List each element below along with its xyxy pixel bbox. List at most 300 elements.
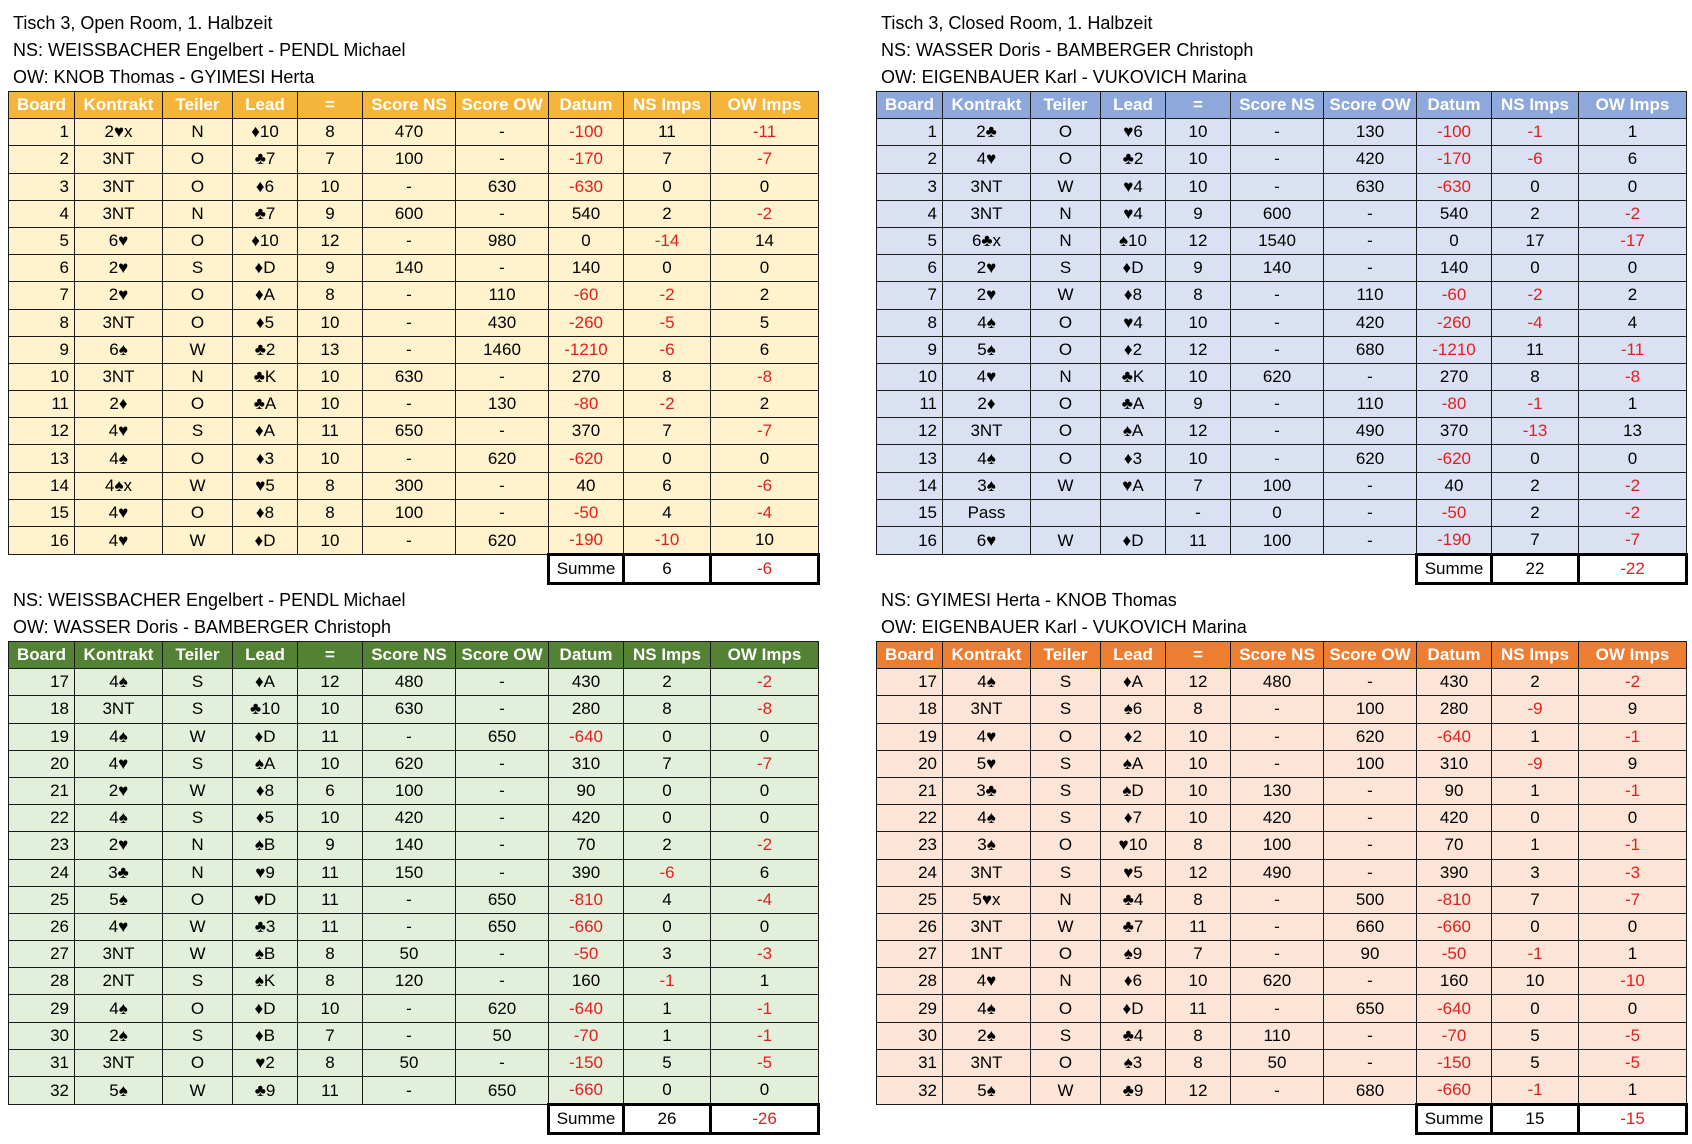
cell-score-ow: 620	[1324, 723, 1417, 750]
table-row	[9, 805, 819, 832]
cell-board: 19	[9, 723, 75, 750]
cell-kontrakt: 5♠	[75, 1077, 163, 1105]
cell-datum: -150	[1417, 1049, 1492, 1076]
cell-lead: ♦D	[233, 723, 298, 750]
table-row	[9, 391, 819, 418]
cell-lead: ♦A	[233, 282, 298, 309]
cell-tricks: 10	[1166, 146, 1231, 173]
cell-ns-imps: 11	[1492, 336, 1579, 363]
table-row	[9, 750, 819, 777]
cell-score-ns: 420	[1231, 805, 1324, 832]
cell-score-ow: 980	[456, 227, 549, 254]
cell-board: 27	[877, 941, 943, 968]
cell-tricks: 12	[1166, 1077, 1231, 1105]
cell-lead: ♣2	[1101, 146, 1166, 173]
cell-lead: ♣A	[233, 391, 298, 418]
cell-lead: ♥4	[1101, 309, 1166, 336]
cell-tricks: 8	[1166, 832, 1231, 859]
cell-datum: 160	[1417, 968, 1492, 995]
column-header-teiler: Teiler	[1031, 92, 1101, 119]
cell-lead: ♠9	[1101, 941, 1166, 968]
cell-board: 2	[9, 146, 75, 173]
sum-label: Summe	[1417, 1105, 1492, 1134]
cell-kontrakt: 4♠	[75, 995, 163, 1022]
cell-tricks: 12	[298, 669, 363, 696]
cell-kontrakt: 4♥	[75, 418, 163, 445]
cell-datum: -1210	[549, 336, 624, 363]
cell-tricks: 8	[298, 1049, 363, 1076]
table-row	[877, 723, 1687, 750]
cell-score-ns: -	[363, 723, 456, 750]
cell-score-ow: -	[456, 418, 549, 445]
cell-teiler: O	[163, 173, 233, 200]
cell-datum: -640	[1417, 723, 1492, 750]
cell-teiler: S	[163, 669, 233, 696]
cell-ow-imps: 0	[711, 723, 819, 750]
cell-board: 18	[877, 696, 943, 723]
cell-score-ow: 680	[1324, 336, 1417, 363]
sum-row-spacer	[1101, 555, 1166, 584]
cell-ow-imps: 0	[711, 1077, 819, 1105]
sum-ow-imps: -26	[711, 1105, 819, 1134]
cell-datum: 390	[1417, 859, 1492, 886]
cell-board: 3	[877, 173, 943, 200]
sum-row-spacer	[1166, 1105, 1231, 1134]
cell-datum: 140	[549, 255, 624, 282]
cell-board: 4	[9, 200, 75, 227]
cell-ow-imps: -10	[1579, 968, 1687, 995]
table-row	[877, 1022, 1687, 1049]
cell-board: 13	[9, 445, 75, 472]
cell-teiler: W	[163, 472, 233, 499]
cell-score-ns: -	[1231, 391, 1324, 418]
cell-board: 24	[877, 859, 943, 886]
cell-datum: 310	[549, 750, 624, 777]
cell-board: 9	[9, 336, 75, 363]
cell-score-ns: -	[1231, 173, 1324, 200]
column-header-row	[877, 92, 1687, 119]
cell-teiler: O	[163, 886, 233, 913]
cell-lead: ♠10	[1101, 227, 1166, 254]
cell-score-ow: -	[456, 255, 549, 282]
cell-score-ow: 420	[1324, 146, 1417, 173]
cell-ns-imps: -9	[1492, 696, 1579, 723]
table-row	[877, 282, 1687, 309]
cell-tricks: 8	[298, 472, 363, 499]
cell-kontrakt: 6♠	[75, 336, 163, 363]
cell-datum: 370	[549, 418, 624, 445]
cell-ns-imps: 1	[1492, 777, 1579, 804]
cell-teiler: O	[1031, 418, 1101, 445]
cell-board: 2	[877, 146, 943, 173]
table-row	[9, 499, 819, 526]
cell-ns-imps: -2	[624, 282, 711, 309]
cell-ow-imps: -7	[711, 146, 819, 173]
table-row	[9, 1022, 819, 1049]
cell-teiler: S	[163, 696, 233, 723]
cell-lead: ♣K	[233, 363, 298, 390]
cell-tricks: 12	[1166, 669, 1231, 696]
cell-board: 30	[877, 1022, 943, 1049]
cell-board: 30	[9, 1022, 75, 1049]
cell-score-ow: 630	[1324, 173, 1417, 200]
cell-tricks: 7	[298, 146, 363, 173]
cell-datum: 70	[1417, 832, 1492, 859]
sum-row-spacer	[456, 555, 549, 584]
column-header-board: Board	[9, 642, 75, 669]
cell-board: 19	[877, 723, 943, 750]
cell-ow-imps: 0	[711, 173, 819, 200]
column-header-row	[9, 92, 819, 119]
cell-lead: ♠K	[233, 968, 298, 995]
cell-lead: ♦8	[233, 499, 298, 526]
cell-score-ns: -	[1231, 418, 1324, 445]
cell-score-ns: 100	[363, 777, 456, 804]
cell-score-ow: 110	[1324, 391, 1417, 418]
cell-teiler: W	[1031, 527, 1101, 555]
sum-row-spacer	[943, 1105, 1031, 1134]
cell-datum: -810	[1417, 886, 1492, 913]
cell-lead: ♣2	[233, 336, 298, 363]
cell-teiler: W	[163, 723, 233, 750]
cell-teiler: O	[1031, 119, 1101, 146]
cell-kontrakt: 4♥	[943, 968, 1031, 995]
table-row	[9, 832, 819, 859]
cell-ns-imps: -1	[1492, 391, 1579, 418]
table-row	[877, 995, 1687, 1022]
cell-datum: -100	[549, 119, 624, 146]
cell-score-ns: 120	[363, 968, 456, 995]
cell-score-ns: -	[363, 336, 456, 363]
cell-kontrakt: 2♦	[75, 391, 163, 418]
cell-ow-imps: -2	[1579, 669, 1687, 696]
cell-teiler: W	[1031, 913, 1101, 940]
column-header-ow-imps: OW Imps	[1579, 92, 1687, 119]
cell-teiler: S	[1031, 859, 1101, 886]
score-table	[876, 91, 1688, 585]
cell-score-ns: 50	[1231, 1049, 1324, 1076]
cell-lead: ♦D	[233, 527, 298, 555]
table-row	[9, 777, 819, 804]
sum-label: Summe	[1417, 555, 1492, 584]
cell-score-ow: -	[1324, 227, 1417, 254]
cell-datum: 0	[1417, 227, 1492, 254]
cell-score-ns: -	[363, 527, 456, 555]
cell-score-ns: 490	[1231, 859, 1324, 886]
table-block-closed-room-2	[876, 587, 1686, 1135]
table-row	[9, 472, 819, 499]
cell-score-ns: 100	[363, 499, 456, 526]
column-header-row	[877, 642, 1687, 669]
table-header-line: NS: WEISSBACHER Engelbert - PENDL Michael	[13, 40, 406, 60]
cell-kontrakt: 2♠	[75, 1022, 163, 1049]
cell-ns-imps: 3	[624, 941, 711, 968]
column-header-kontrakt: Kontrakt	[75, 642, 163, 669]
table-row	[877, 750, 1687, 777]
cell-lead: ♦D	[1101, 255, 1166, 282]
column-header-board: Board	[9, 92, 75, 119]
cell-tricks: 11	[1166, 913, 1231, 940]
cell-board: 28	[9, 968, 75, 995]
cell-score-ow: 680	[1324, 1077, 1417, 1105]
cell-teiler: N	[163, 200, 233, 227]
sum-row-spacer	[877, 555, 943, 584]
table-header-line: NS: WASSER Doris - BAMBERGER Christoph	[881, 40, 1254, 60]
table-block-open-room-1	[8, 10, 818, 585]
cell-score-ow: -	[456, 832, 549, 859]
cell-score-ow: 620	[456, 995, 549, 1022]
table-row	[877, 200, 1687, 227]
cell-lead: ♣4	[1101, 1022, 1166, 1049]
cell-kontrakt: 3NT	[75, 200, 163, 227]
cell-tricks: 8	[1166, 886, 1231, 913]
table-row	[9, 119, 819, 146]
cell-score-ns: -	[1231, 696, 1324, 723]
cell-tricks: 8	[298, 119, 363, 146]
cell-score-ow: 430	[456, 309, 549, 336]
cell-lead: ♦A	[233, 418, 298, 445]
cell-lead: ♥6	[1101, 119, 1166, 146]
cell-ns-imps: 2	[624, 669, 711, 696]
cell-score-ow: 490	[1324, 418, 1417, 445]
cell-ow-imps: 6	[711, 336, 819, 363]
cell-kontrakt: 6♥	[943, 527, 1031, 555]
table-header-line: OW: EIGENBAUER Karl - VUKOVICH Marina	[881, 617, 1247, 637]
cell-ns-imps: 0	[624, 805, 711, 832]
cell-ns-imps: 5	[1492, 1022, 1579, 1049]
cell-ow-imps: -1	[1579, 832, 1687, 859]
cell-score-ns: 100	[1231, 832, 1324, 859]
cell-board: 1	[9, 119, 75, 146]
cell-board: 11	[9, 391, 75, 418]
cell-teiler	[1031, 499, 1101, 526]
cell-ns-imps: -1	[1492, 119, 1579, 146]
cell-kontrakt: 4♠	[75, 669, 163, 696]
cell-ow-imps: 14	[711, 227, 819, 254]
cell-datum: 40	[1417, 472, 1492, 499]
column-header-datum: Datum	[549, 92, 624, 119]
cell-score-ow: -	[1324, 968, 1417, 995]
cell-board: 3	[9, 173, 75, 200]
cell-ow-imps: 10	[711, 527, 819, 555]
cell-score-ns: 630	[363, 363, 456, 390]
cell-score-ow: 100	[1324, 696, 1417, 723]
cell-teiler: W	[1031, 173, 1101, 200]
cell-kontrakt: 5♠	[75, 886, 163, 913]
cell-board: 17	[9, 669, 75, 696]
table-row	[9, 669, 819, 696]
cell-teiler: O	[1031, 1049, 1101, 1076]
sum-row-spacer	[877, 1105, 943, 1134]
cell-ow-imps: -7	[1579, 886, 1687, 913]
table-row	[9, 995, 819, 1022]
cell-teiler: O	[163, 146, 233, 173]
cell-datum: 540	[549, 200, 624, 227]
cell-score-ow: -	[456, 777, 549, 804]
cell-lead: ♣7	[233, 146, 298, 173]
cell-lead: ♦D	[1101, 527, 1166, 555]
cell-ow-imps: 0	[711, 445, 819, 472]
cell-board: 13	[877, 445, 943, 472]
cell-datum: -100	[1417, 119, 1492, 146]
cell-board: 18	[9, 696, 75, 723]
cell-teiler: W	[1031, 472, 1101, 499]
cell-score-ow: -	[456, 968, 549, 995]
table-row	[9, 886, 819, 913]
cell-score-ns: 600	[1231, 200, 1324, 227]
column-header-score-ns: Score NS	[1231, 92, 1324, 119]
table-row	[877, 832, 1687, 859]
cell-ns-imps: 1	[1492, 832, 1579, 859]
cell-teiler: N	[163, 363, 233, 390]
cell-score-ow: 650	[456, 913, 549, 940]
cell-tricks: 10	[298, 309, 363, 336]
cell-board: 29	[877, 995, 943, 1022]
cell-tricks: 8	[1166, 696, 1231, 723]
table-row	[9, 200, 819, 227]
cell-tricks: 10	[298, 750, 363, 777]
cell-kontrakt: 4♥	[75, 750, 163, 777]
cell-teiler: N	[1031, 363, 1101, 390]
cell-datum: 270	[1417, 363, 1492, 390]
cell-ns-imps: -13	[1492, 418, 1579, 445]
cell-kontrakt: 2♥	[75, 777, 163, 804]
cell-lead: ♥D	[233, 886, 298, 913]
cell-kontrakt: Pass	[943, 499, 1031, 526]
cell-ns-imps: 2	[1492, 472, 1579, 499]
cell-kontrakt: 3NT	[75, 173, 163, 200]
cell-teiler: N	[163, 119, 233, 146]
cell-score-ow: 50	[456, 1022, 549, 1049]
cell-datum: -50	[549, 499, 624, 526]
cell-score-ow: 1460	[456, 336, 549, 363]
sum-ow-imps: -6	[711, 555, 819, 584]
cell-ow-imps: 5	[711, 309, 819, 336]
column-header-kontrakt: Kontrakt	[943, 92, 1031, 119]
cell-score-ns: -	[1231, 119, 1324, 146]
cell-ow-imps: -11	[1579, 336, 1687, 363]
cell-score-ow: -	[1324, 669, 1417, 696]
cell-kontrakt: 5♠	[943, 1077, 1031, 1105]
cell-lead: ♦A	[233, 669, 298, 696]
cell-score-ns: -	[1231, 750, 1324, 777]
cell-ns-imps: 8	[624, 363, 711, 390]
cell-ow-imps: 4	[1579, 309, 1687, 336]
table-row	[9, 723, 819, 750]
cell-datum: -60	[1417, 282, 1492, 309]
cell-board: 32	[9, 1077, 75, 1105]
table-row	[877, 363, 1687, 390]
table-row	[877, 941, 1687, 968]
cell-datum: -70	[1417, 1022, 1492, 1049]
cell-score-ow: 650	[456, 723, 549, 750]
cell-ns-imps: -6	[624, 859, 711, 886]
cell-tricks: 10	[1166, 173, 1231, 200]
cell-score-ns: 480	[1231, 669, 1324, 696]
cell-datum: -80	[549, 391, 624, 418]
cell-datum: -190	[1417, 527, 1492, 555]
cell-kontrakt: 2♥	[943, 282, 1031, 309]
cell-lead: ♠A	[1101, 750, 1166, 777]
cell-kontrakt: 2♥	[943, 255, 1031, 282]
cell-tricks: 11	[1166, 995, 1231, 1022]
cell-board: 11	[877, 391, 943, 418]
column-header-ns-imps: NS Imps	[624, 642, 711, 669]
cell-teiler: S	[163, 255, 233, 282]
cell-ow-imps: -1	[711, 1022, 819, 1049]
cell-teiler: O	[163, 445, 233, 472]
cell-tricks: 12	[1166, 418, 1231, 445]
cell-datum: -70	[549, 1022, 624, 1049]
cell-ns-imps: -4	[1492, 309, 1579, 336]
cell-score-ns: 100	[363, 146, 456, 173]
cell-ow-imps: 2	[711, 282, 819, 309]
cell-ow-imps: -8	[1579, 363, 1687, 390]
sum-row-spacer	[1324, 555, 1417, 584]
cell-ow-imps: 2	[711, 391, 819, 418]
cell-ns-imps: 8	[624, 696, 711, 723]
cell-teiler: N	[1031, 968, 1101, 995]
cell-datum: 140	[1417, 255, 1492, 282]
sum-row	[877, 555, 1687, 584]
cell-score-ow: 130	[1324, 119, 1417, 146]
cell-score-ow: 90	[1324, 941, 1417, 968]
cell-score-ow: -	[1324, 805, 1417, 832]
cell-ow-imps: 9	[1579, 696, 1687, 723]
cell-ns-imps: 1	[1492, 723, 1579, 750]
cell-datum: 390	[549, 859, 624, 886]
cell-tricks: 7	[298, 1022, 363, 1049]
cell-ow-imps: -1	[1579, 723, 1687, 750]
cell-kontrakt: 3NT	[943, 1049, 1031, 1076]
cell-ow-imps: -4	[711, 886, 819, 913]
cell-score-ns: -	[363, 1077, 456, 1105]
cell-score-ow: 660	[1324, 913, 1417, 940]
cell-tricks: -	[1166, 499, 1231, 526]
cell-lead: ♦8	[1101, 282, 1166, 309]
cell-datum: -260	[549, 309, 624, 336]
cell-ow-imps: 0	[711, 805, 819, 832]
cell-tricks: 9	[1166, 255, 1231, 282]
cell-score-ow: -	[456, 750, 549, 777]
cell-ow-imps: -8	[711, 363, 819, 390]
table-row	[9, 418, 819, 445]
cell-kontrakt: 4♥	[75, 527, 163, 555]
cell-ns-imps: 2	[1492, 200, 1579, 227]
table-row	[9, 255, 819, 282]
cell-ow-imps: -17	[1579, 227, 1687, 254]
cell-tricks: 11	[298, 859, 363, 886]
cell-datum: -630	[1417, 173, 1492, 200]
column-header-teiler: Teiler	[163, 92, 233, 119]
cell-teiler: O	[163, 309, 233, 336]
column-header-score-ns: Score NS	[363, 92, 456, 119]
cell-teiler: W	[163, 913, 233, 940]
cell-tricks: 9	[298, 255, 363, 282]
cell-kontrakt: 6♣x	[943, 227, 1031, 254]
cell-lead: ♦10	[233, 119, 298, 146]
cell-datum: 90	[1417, 777, 1492, 804]
cell-kontrakt: 3NT	[75, 309, 163, 336]
cell-board: 20	[9, 750, 75, 777]
cell-kontrakt: 3♣	[75, 859, 163, 886]
cell-kontrakt: 4♠x	[75, 472, 163, 499]
cell-kontrakt: 5♥	[943, 750, 1031, 777]
cell-tricks: 12	[1166, 227, 1231, 254]
column-header-datum: Datum	[1417, 642, 1492, 669]
column-header-tricks: =	[298, 642, 363, 669]
cell-ow-imps: 1	[1579, 1077, 1687, 1105]
